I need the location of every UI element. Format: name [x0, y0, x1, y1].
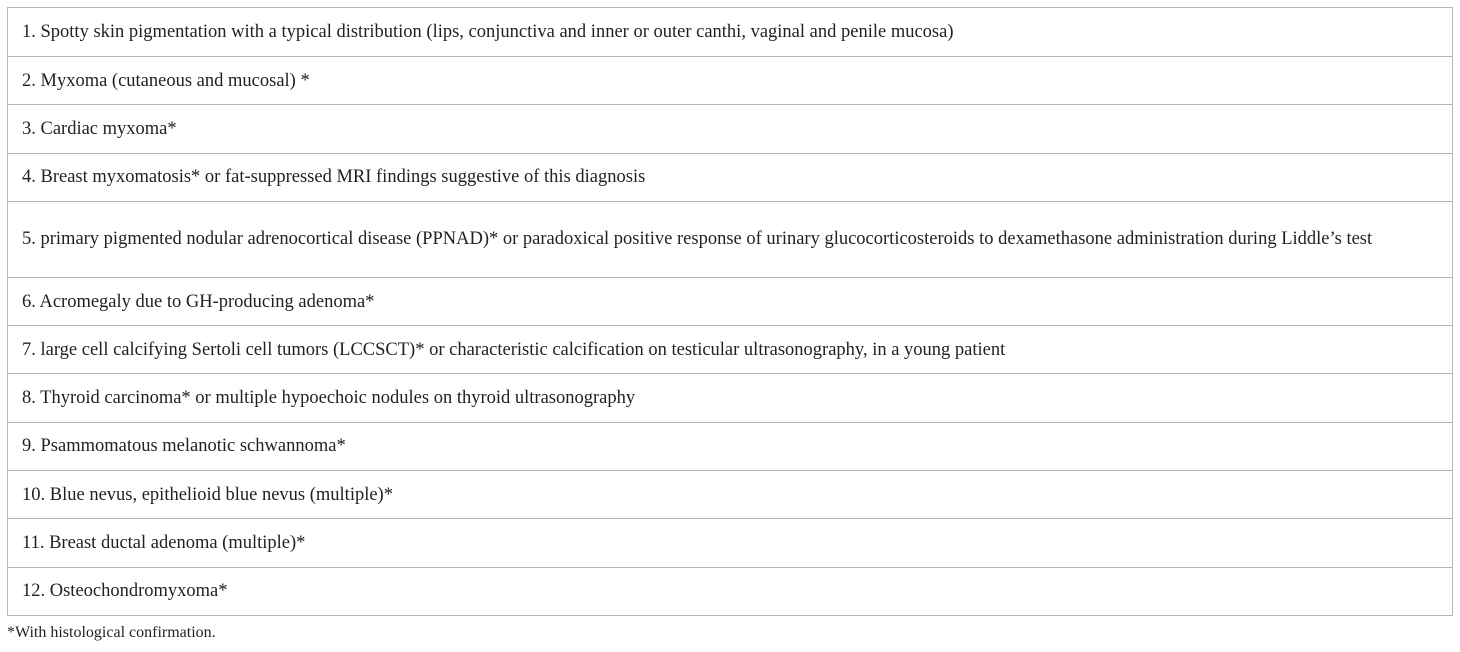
table-row — [8, 567, 1452, 615]
row-text: 12. Osteochondromyxoma* — [22, 581, 228, 602]
table-row — [8, 277, 1452, 325]
row-text: 4. Breast myxomatosis* or fat-suppressed MRI findings suggestive of this diagnosis — [22, 167, 646, 188]
table-row — [8, 422, 1452, 470]
table-row — [8, 104, 1452, 152]
table-row — [8, 8, 1452, 56]
table-row — [8, 518, 1452, 566]
row-text: 9. Psammomatous melanotic schwannoma* — [22, 436, 346, 457]
row-text: 10. Blue nevus, epithelioid blue nevus (multiple)* — [22, 484, 393, 505]
row-text: 11. Breast ductal adenoma (multiple)* — [22, 533, 306, 554]
table-footnote: *With histological confirmation. — [7, 624, 216, 641]
table-row — [8, 470, 1452, 518]
criteria-table — [7, 7, 1453, 616]
row-text: 2. Myxoma (cutaneous and mucosal) * — [22, 70, 310, 91]
row-text: 3. Cardiac myxoma* — [22, 118, 177, 139]
row-text: 5. primary pigmented nodular adrenocortical disease (PPNAD)* or paradoxical positive response of urinary glucocorticosteroids to dexamethasone administration during Liddle’s test — [22, 229, 1373, 250]
table-row — [8, 153, 1452, 201]
row-text: 1. Spotty skin pigmentation with a typical distribution (lips, conjunctiva and inner or outer canthi, vaginal and penile mucosa) — [22, 22, 954, 42]
row-text: 7. large cell calcifying Sertoli cell tumors (LCCSCT)* or characteristic calcification on testicular ultrasonography, in a young patient — [22, 339, 1006, 360]
table-row — [8, 373, 1452, 421]
row-text: 8. Thyroid carcinoma* or multiple hypoechoic nodules on thyroid ultrasonography — [22, 388, 636, 409]
row-text: 6. Acromegaly due to GH-producing adenoma* — [22, 291, 375, 312]
table-row — [8, 56, 1452, 104]
table-row — [8, 201, 1452, 277]
table-row — [8, 325, 1452, 373]
